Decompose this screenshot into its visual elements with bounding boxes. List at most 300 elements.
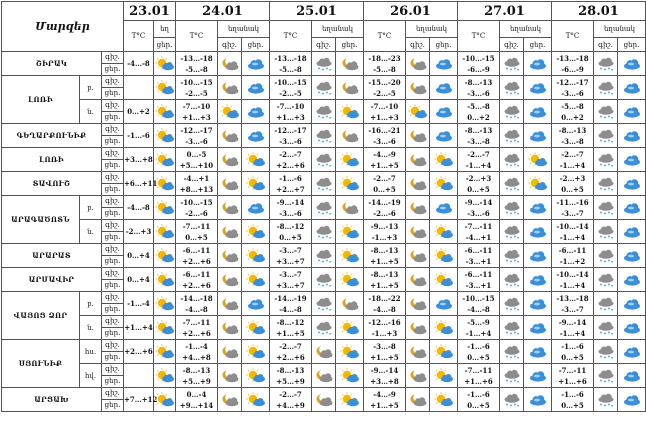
temperature-value [270,388,312,412]
cloud-snow-icon [312,268,336,292]
temperature-value [552,388,594,412]
night-temperature: -9…-14 [370,365,399,375]
sun-cloud-icon [154,364,176,388]
temperature-value: 0…+4 [124,268,154,292]
day-temperature: +1…+6 [464,376,493,386]
cloud-snow-icon [312,52,336,76]
temperature-value [270,268,312,292]
day-temperature: -3…-6 [185,136,208,146]
day-subheader: ցեր. [430,38,458,52]
night-temperature: 0…-5 [186,149,207,159]
night-temperature: -6…-11 [464,245,493,255]
moon-cloud-icon [406,220,430,244]
day-temperature: -4…-8 [185,304,208,314]
night-temperature: -7…-10 [370,101,399,111]
moon-cloud-icon [406,340,430,364]
night-temperature: -10…-15 [462,293,495,303]
temperature-value: -1…-6 [124,124,154,148]
night-temperature: -15…-20 [368,77,401,87]
date-header-1: 23.01 [124,2,176,21]
temperature-value: 0…+2 [124,100,154,124]
temperature-value: -4…-8 [124,196,154,220]
day-temperature: -6…-9 [561,64,584,74]
cloud-icon [618,100,646,124]
night-temperature: -1…-6 [561,341,584,351]
night-temperature: -6…-11 [558,245,587,255]
night-temperature: -14…-18 [180,293,213,303]
day-subheader: ցեր. [154,38,176,52]
temperature-value [458,292,500,316]
sun-cloud-icon [524,172,552,196]
night-temperature: -8…-13 [558,125,587,135]
sun-cloud-icon [430,340,458,364]
sun-cloud-icon [242,172,270,196]
sun-cloud-icon [242,340,270,364]
cloud-icon [618,220,646,244]
cloud-icon [618,172,646,196]
region-name: ԱՐԱՐԱՏ [2,244,102,268]
temperature-value [124,76,154,100]
day-label: ցեր. [102,400,124,412]
moon-cloud-icon [406,76,430,100]
sub-region-label: բ. [80,292,102,316]
moon-cloud-icon [406,124,430,148]
night-temperature: -7…-10 [276,101,305,111]
day-label: ցեր. [102,280,124,292]
sun-cloud-icon [336,364,364,388]
temperature-value [364,388,406,412]
cloud-snow-icon [312,220,336,244]
cloud-snow-icon [312,76,336,100]
sun-cloud-icon [154,316,176,340]
temperature-value [176,388,218,412]
temperature-value [270,316,312,340]
night-label: գիշ. [102,148,124,160]
temperature-value [270,196,312,220]
moon-cloud-icon [218,268,242,292]
cloud-icon [618,364,646,388]
day-temperature: +3…+7 [276,256,305,266]
cloud-icon [430,100,458,124]
day-temperature: -4…-8 [279,304,302,314]
temperature-value [176,172,218,196]
day-temperature: +3…+8 [370,376,399,386]
moon-cloud-icon [312,364,336,388]
night-temperature: -8…-13 [464,125,493,135]
temperature-value [552,196,594,220]
cloud-icon [242,124,270,148]
day-temperature: +5…+9 [182,376,211,386]
temp-header: T°C [552,21,594,52]
temperature-value [124,364,154,388]
temperature-value [364,244,406,268]
day-temperature: +1…+5 [370,160,399,170]
night-subheader: գիշ. [406,38,430,52]
sub-region-label: բ. [80,196,102,220]
cloud-icon [524,124,552,148]
cloud-snow-icon [594,364,618,388]
night-temperature: -5…-9 [467,317,490,327]
day-temperature: -3…-6 [279,136,302,146]
temperature-value [552,316,594,340]
temp-header: T°C [124,21,154,52]
day-label: ցեր. [102,304,124,316]
temperature-value [458,76,500,100]
cloud-snow-icon [312,124,336,148]
cloud-snow-icon [500,388,524,412]
day-temperature: 0…+5 [467,184,490,194]
day-temperature: -1…+4 [559,280,586,290]
sun-cloud-icon [406,100,430,124]
temperature-value [552,52,594,76]
temperature-value [458,148,500,172]
temperature-value [552,292,594,316]
temperature-value [458,100,500,124]
region-name: ԱՐՑԱԽ [2,388,102,412]
day-temperature: -3…-6 [467,208,490,218]
night-temperature: -2…-7 [279,149,302,159]
sub-region-label: հս. [80,340,102,364]
moon-cloud-icon [218,292,242,316]
cloud-icon [430,76,458,100]
region-header: Մարզեր [2,2,124,52]
day-subheader: ցեր. [618,38,646,52]
moon-cloud-icon [336,76,364,100]
night-label: գիշ. [102,124,124,136]
temperature-value [270,244,312,268]
cloud-icon [618,316,646,340]
sub-region-label: ն. [80,220,102,244]
night-temperature: -14…-19 [274,293,307,303]
temperature-value [176,292,218,316]
weather-header: եղանակ [594,21,646,38]
day-temperature: -4…-8 [467,304,490,314]
day-label: ցեր. [102,136,124,148]
day-temperature: +5…+10 [179,160,214,170]
moon-cloud-icon [336,196,364,220]
temperature-value [364,292,406,316]
night-label: գիշ. [102,316,124,328]
temperature-value [176,316,218,340]
day-temperature: -5…-8 [279,64,302,74]
sun-cloud-icon [242,220,270,244]
sun-cloud-icon [336,244,364,268]
cloud-icon [524,388,552,412]
cloud-snow-icon [500,124,524,148]
moon-cloud-icon [406,196,430,220]
day-temperature: 0…+5 [185,232,208,242]
moon-cloud-icon [218,52,242,76]
night-label: գիշ. [102,52,124,64]
moon-cloud-icon [218,244,242,268]
cloud-icon [524,364,552,388]
moon-cloud-icon [406,172,430,196]
sun-cloud-icon [154,148,176,172]
date-header-2: 24.01 [176,2,270,21]
day-temperature: -3…-6 [561,88,584,98]
temperature-value [458,316,500,340]
day-temperature: -1…+4 [559,328,586,338]
day-temperature: -3…-8 [561,136,584,146]
temperature-value [552,124,594,148]
moon-cloud-icon [218,172,242,196]
sun-cloud-icon [336,148,364,172]
moon-cloud-icon [218,388,242,412]
moon-cloud-icon [218,316,242,340]
night-temperature: -4…+1 [183,173,210,183]
temperature-value [176,364,218,388]
day-temperature: +1…+5 [370,280,399,290]
day-temperature: -1…+4 [559,232,586,242]
cloud-icon [524,244,552,268]
sun-cloud-icon [242,148,270,172]
day-temperature: 0…+2 [561,112,584,122]
temperature-value: -4…-8 [124,52,154,76]
night-temperature: -11…-16 [556,197,589,207]
night-temperature: -7…-10 [182,101,211,111]
night-temperature: -16…-21 [368,125,401,135]
sun-cloud-icon [430,268,458,292]
sun-cloud-icon [154,196,176,220]
night-temperature: -7…-11 [558,365,587,375]
sun-cloud-icon [154,340,176,364]
cloud-icon [618,196,646,220]
night-temperature: -10…-15 [462,53,495,63]
day-temperature: 0…+5 [467,352,490,362]
temperature-value [270,148,312,172]
cloud-snow-icon [594,76,618,100]
temp-header: T°C [458,21,500,52]
night-label: գիշ. [102,220,124,232]
sun-cloud-icon [154,292,176,316]
night-temperature: -12…-16 [368,317,401,327]
sun-cloud-icon [242,316,270,340]
night-temperature: -9…-13 [370,221,399,231]
sun-cloud-icon [218,100,242,124]
sun-cloud-icon [242,244,270,268]
night-temperature: -3…-7 [279,269,302,279]
day-temperature: +2…+6 [182,328,211,338]
temperature-value [364,52,406,76]
night-temperature: -10…-15 [180,197,213,207]
day-temperature: -3…-8 [467,136,490,146]
cloud-snow-icon [500,76,524,100]
cloud-snow-icon [594,124,618,148]
night-temperature: -6…-11 [464,269,493,279]
night-temperature: -5…-8 [467,101,490,111]
temperature-value [270,364,312,388]
moon-cloud-icon [406,268,430,292]
night-temperature: -2…-7 [279,389,302,399]
night-temperature: -10…-14 [556,269,589,279]
temperature-value [176,220,218,244]
cloud-snow-icon [500,292,524,316]
day-temperature: 0…+2 [467,112,490,122]
day-temperature: +2…+6 [276,352,305,362]
temperature-value [270,124,312,148]
moon-cloud-icon [218,340,242,364]
temperature-value: 0…+4 [124,244,154,268]
cloud-snow-icon [312,100,336,124]
cloud-snow-icon [312,172,336,196]
cloud-snow-icon [312,316,336,340]
cloud-snow-icon [594,292,618,316]
day-temperature: +2…+6 [182,256,211,266]
sun-cloud-icon [242,364,270,388]
night-temperature: -14…-19 [368,197,401,207]
day-temperature: +8…+13 [179,184,214,194]
day-label: ցեր. [102,376,124,388]
temperature-value [552,268,594,292]
night-temperature: -13…-18 [556,293,589,303]
night-temperature: -18…-22 [368,293,401,303]
day-temperature: +1…+3 [182,112,211,122]
temperature-value [458,52,500,76]
night-temperature: 0…-4 [186,389,207,399]
sub-region-label: բ. [80,76,102,100]
temp-header: T°C [364,21,406,52]
weather-header: եղանակ [312,21,364,38]
sun-cloud-icon [430,364,458,388]
temperature-value [364,148,406,172]
temperature-value [458,268,500,292]
moon-cloud-icon [406,52,430,76]
day-temperature: +1…+6 [558,376,587,386]
temperature-value [364,364,406,388]
temperature-value [270,76,312,100]
sun-cloud-icon [154,100,176,124]
day-label: ցեր. [102,160,124,172]
day-temperature: -1…+2 [559,256,586,266]
weather-header: եղ [154,21,176,38]
region-name: ԱՐՄԱՎԻՐ [2,268,102,292]
temperature-value [270,340,312,364]
day-temperature: -2…-6 [373,208,396,218]
cloud-snow-icon [500,196,524,220]
cloud-snow-icon [594,340,618,364]
cloud-icon [430,52,458,76]
night-label: գիշ. [102,76,124,88]
temperature-value [552,364,594,388]
temperature-value [458,124,500,148]
night-subheader: գիշ. [218,38,242,52]
night-label: գիշ. [102,292,124,304]
temperature-value [364,76,406,100]
temperature-value [364,172,406,196]
day-label: ցեր. [102,256,124,268]
sun-cloud-icon [242,268,270,292]
day-temperature: -1…+3 [371,328,398,338]
temperature-value [458,220,500,244]
night-temperature: -10…-14 [556,221,589,231]
cloud-snow-icon [594,148,618,172]
moon-cloud-icon [406,364,430,388]
cloud-icon [618,76,646,100]
cloud-icon [242,292,270,316]
cloud-snow-icon [594,220,618,244]
day-label: ցեր. [102,328,124,340]
temperature-value [552,172,594,196]
night-temperature: -8…-13 [276,365,305,375]
day-temperature: -3…-6 [279,208,302,218]
day-temperature: -3…+1 [465,280,492,290]
moon-cloud-icon [218,364,242,388]
moon-cloud-icon [336,52,364,76]
cloud-snow-icon [594,268,618,292]
day-label: ցեր. [102,64,124,76]
temperature-value [176,148,218,172]
day-label: ցեր. [102,208,124,220]
moon-cloud-icon [218,148,242,172]
sub-region-label: հվ. [80,364,102,388]
day-temperature: +4…+9 [276,400,305,410]
temperature-value [270,292,312,316]
day-subheader: ցեր. [336,38,364,52]
temperature-value: +7…+12 [124,388,154,412]
cloud-snow-icon [594,172,618,196]
night-temperature: -9…-14 [558,317,587,327]
day-temperature: +2…+6 [182,280,211,290]
temperature-value [364,196,406,220]
day-label: ցեր. [102,112,124,124]
temperature-value: +2…+6 [124,340,154,364]
cloud-snow-icon [500,220,524,244]
region-name: ՏԱՎՈՒՇ [2,172,102,196]
region-name: ԼՈՌԻ [2,76,80,124]
moon-cloud-icon [218,124,242,148]
temperature-value [364,100,406,124]
cloud-snow-icon [500,52,524,76]
temperature-value [458,388,500,412]
forecast-table [1,1,646,412]
date-header-4: 26.01 [364,2,458,21]
night-temperature: -8…-12 [276,221,305,231]
day-subheader: ցեր. [524,38,552,52]
day-temperature: -3…-6 [467,88,490,98]
night-temperature: -4…-9 [373,389,396,399]
region-name: ԱՐԱԳԱԾՈՏՆ [2,196,80,244]
moon-cloud-icon [218,220,242,244]
night-temperature: -8…-12 [276,317,305,327]
cloud-snow-icon [500,316,524,340]
moon-cloud-icon [336,292,364,316]
night-subheader: գիշ. [594,38,618,52]
temperature-value [458,172,500,196]
night-label: գիշ. [102,172,124,184]
day-temperature: -6…-9 [467,64,490,74]
night-label: գիշ. [102,340,124,352]
day-temperature: -1…+4 [559,160,586,170]
cloud-snow-icon [500,268,524,292]
temperature-value [458,364,500,388]
cloud-icon [524,340,552,364]
temperature-value: +6…+11 [124,172,154,196]
day-temperature: +1…+5 [370,400,399,410]
date-header-3: 25.01 [270,2,364,21]
region-name: ԼՈՌԻ [2,148,102,172]
cloud-snow-icon [594,244,618,268]
cloud-icon [618,244,646,268]
region-name: ՇԻՐԱԿ [2,52,102,76]
temperature-value [364,220,406,244]
day-temperature: -2…-5 [279,88,302,98]
day-temperature: +1…+3 [276,112,305,122]
temperature-value [552,244,594,268]
temperature-value [552,220,594,244]
night-subheader: գիշ. [312,38,336,52]
sun-cloud-icon [154,52,176,76]
night-temperature: -9…-14 [464,197,493,207]
